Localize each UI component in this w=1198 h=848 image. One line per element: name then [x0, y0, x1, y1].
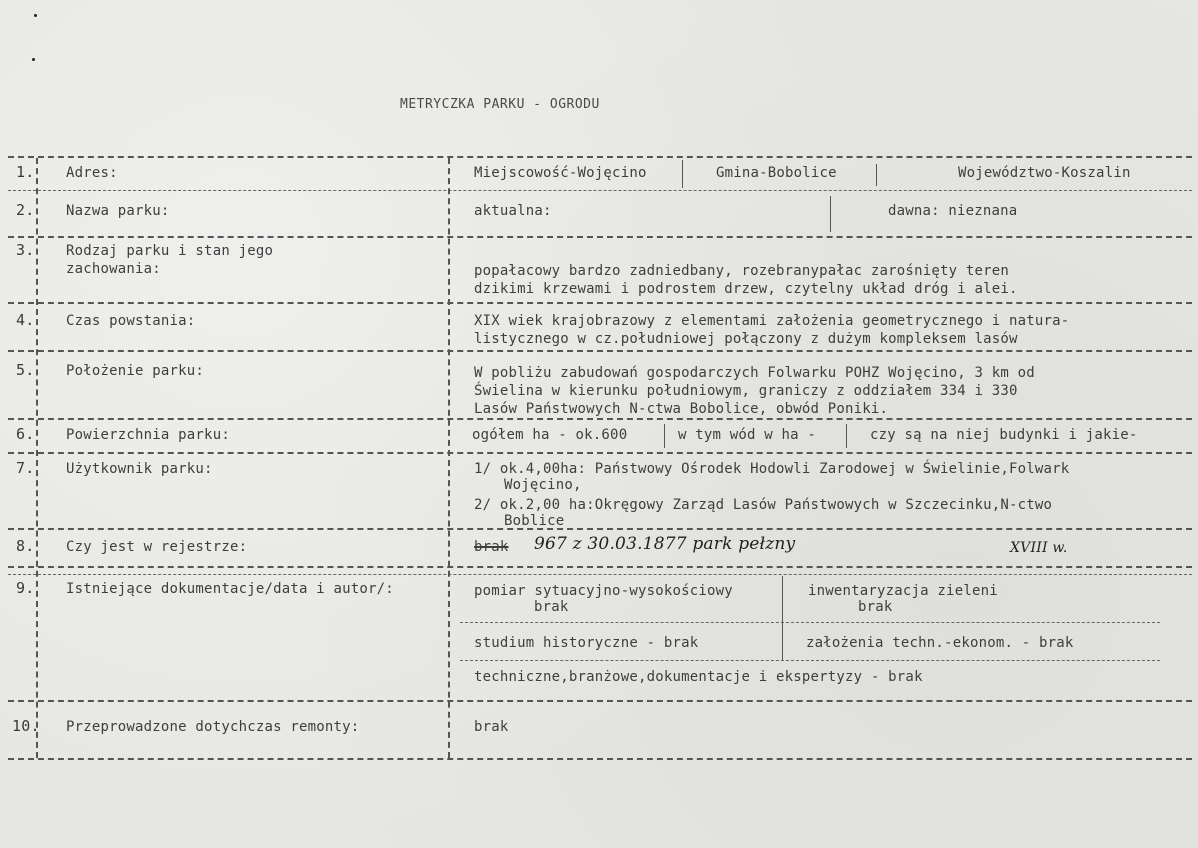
- buildings-question: czy są na niej budynki i jakie-: [870, 427, 1138, 443]
- creation-time-text: XIX wiek krajobrazowy z elementami założenia geometrycznego i natura-: [474, 313, 1070, 329]
- rule: [8, 236, 1192, 238]
- address-commune: Gmina-Bobolice: [716, 165, 837, 181]
- register-typed: brak: [474, 539, 509, 555]
- location-text: Lasów Państwowych N-ctwa Bobolice, obwód Poniki.: [474, 401, 889, 417]
- row-label: Użytkownik parku:: [66, 461, 213, 477]
- row-label: zachowania:: [66, 261, 161, 277]
- row-label: Powierzchnia parku:: [66, 427, 230, 443]
- row-label: Adres:: [66, 165, 118, 181]
- current-name: aktualna:: [474, 203, 552, 219]
- doc-greenery-status: brak: [858, 599, 893, 615]
- column-divider: [36, 158, 38, 758]
- rule: [8, 566, 1192, 568]
- user-text: 1/ ok.4,00ha: Państwowy Ośrodek Hodowli Zarodowej w Świelinie,Folwark: [474, 461, 1070, 477]
- doc-survey: pomiar sytuacyjno-wysokościowy: [474, 583, 733, 599]
- creation-time-text: listycznego w cz.południowej połączony z dużym kompleksem lasów: [474, 331, 1018, 347]
- renovations-value: brak: [474, 719, 509, 735]
- row-number: 10.: [12, 717, 40, 735]
- user-text: Boblice: [504, 513, 565, 529]
- rule: [8, 350, 1192, 352]
- user-text: Wojęcino,: [504, 477, 582, 493]
- row-number: 5.: [16, 361, 35, 379]
- area-total: ogółem ha - ok.600: [472, 427, 628, 443]
- park-type-text: popałacowy bardzo zadniedbany, rozebranypałac zarośnięty teren: [474, 263, 1009, 279]
- register-handwritten: 967 z 30.03.1877 park pełzny: [534, 534, 796, 554]
- rule: [8, 452, 1192, 454]
- rule: [460, 622, 1160, 623]
- row-number: 2.: [16, 201, 35, 219]
- doc-survey-status: brak: [534, 599, 569, 615]
- row-label: Położenie parku:: [66, 363, 205, 379]
- column-divider: [682, 160, 683, 188]
- column-divider: [830, 196, 831, 232]
- doc-technical: techniczne,branżowe,dokumentacje i ekspertyzy - brak: [474, 669, 923, 685]
- rule: [8, 418, 1192, 420]
- column-divider: [846, 424, 847, 448]
- rule: [8, 302, 1192, 304]
- row-label: Istniejące dokumentacje/data i autor/:: [66, 581, 394, 597]
- register-handwritten-century: XVIII w.: [1010, 540, 1068, 556]
- rule: [8, 528, 1192, 530]
- row-number: 3.: [16, 241, 35, 259]
- row-number: 8.: [16, 537, 35, 555]
- row-label: Czy jest w rejestrze:: [66, 539, 248, 555]
- column-divider: [448, 158, 450, 758]
- doc-greenery: inwentaryzacja zieleni: [808, 583, 998, 599]
- row-label: Czas powstania:: [66, 313, 196, 329]
- user-text: 2/ ok.2,00 ha:Okręgowy Zarząd Lasów Państwowych w Szczecinku,N-ctwo: [474, 497, 1053, 513]
- location-text: W pobliżu zabudowań gospodarczych Folwarku POHZ Wojęcino, 3 km od: [474, 365, 1035, 381]
- address-voivodeship: Województwo-Koszalin: [958, 165, 1131, 181]
- doc-history: studium historyczne - brak: [474, 635, 699, 651]
- doc-economic: założenia techn.-ekonom. - brak: [806, 635, 1074, 651]
- scan-mark: [34, 14, 37, 17]
- scan-mark: [32, 58, 35, 61]
- address-locality: Miejscowość-Wojęcino: [474, 165, 647, 181]
- row-number: 9.: [16, 579, 35, 597]
- document-title: METRYCZKA PARKU - OGRODU: [400, 97, 600, 112]
- rule: [8, 758, 1192, 760]
- rule: [8, 700, 1192, 702]
- rule: [8, 190, 1192, 191]
- row-number: 6.: [16, 425, 35, 443]
- rule: [460, 660, 1160, 661]
- park-type-text: dzikimi krzewami i podrostem drzew, czytelny układ dróg i alei.: [474, 281, 1018, 297]
- row-label: Przeprowadzone dotychczas remonty:: [66, 719, 360, 735]
- column-divider: [782, 576, 783, 660]
- former-name: dawna: nieznana: [888, 203, 1018, 219]
- rule: [8, 156, 1192, 158]
- row-number: 7.: [16, 459, 35, 477]
- column-divider: [876, 164, 877, 186]
- row-label: Nazwa parku:: [66, 203, 170, 219]
- row-label: Rodzaj parku i stan jego: [66, 243, 274, 259]
- area-water: w tym wód w ha -: [678, 427, 817, 443]
- column-divider: [664, 424, 665, 448]
- rule: [8, 574, 1192, 575]
- row-number: 1.: [16, 163, 35, 181]
- row-number: 4.: [16, 311, 35, 329]
- location-text: Świelina w kierunku południowym, graniczy z oddziałem 334 i 330: [474, 383, 1018, 399]
